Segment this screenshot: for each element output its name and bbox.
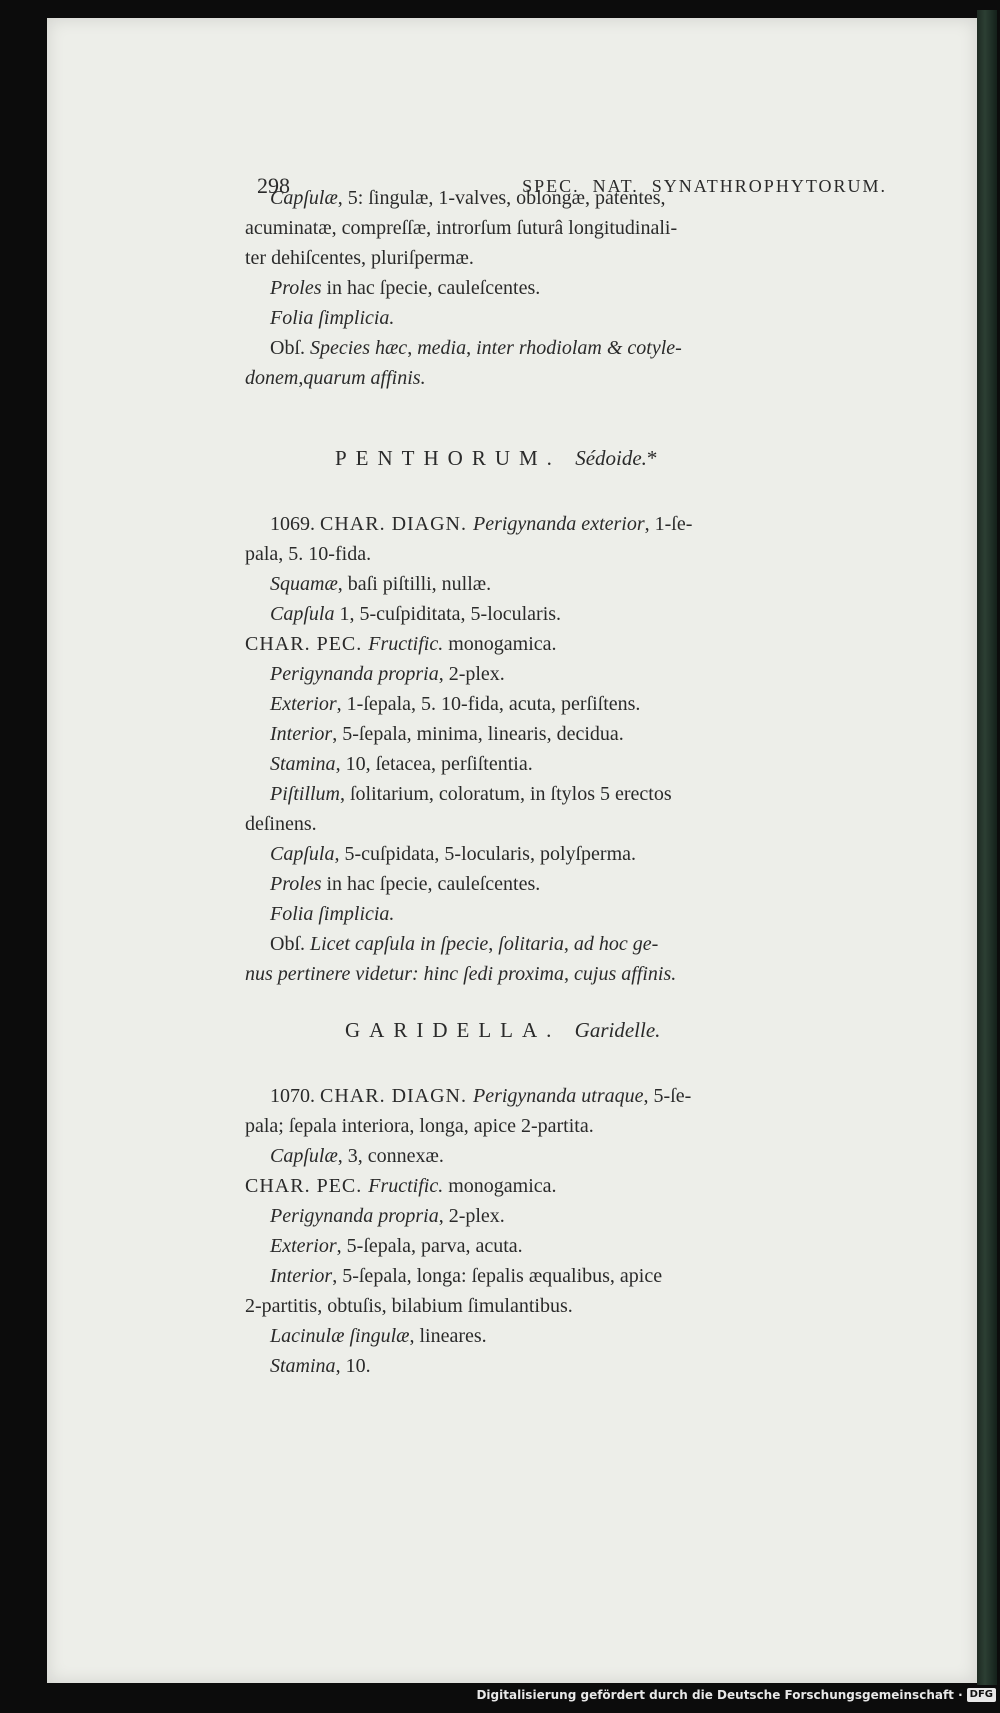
text-line	[270, 1084, 691, 1108]
text-line	[270, 572, 491, 596]
text-segment: , 1-ſepala, 5. 10-fida, acuta, perſiſtens.	[336, 693, 641, 715]
text-segment: , 1-ſe-	[644, 513, 693, 535]
text-segment: Obſ.	[270, 337, 310, 359]
text-segment: , 5: ſingulæ, 1-valves, oblongæ, patentes,	[337, 187, 666, 209]
text-segment: Perigynanda propria	[270, 663, 439, 685]
page-number: 298	[257, 173, 290, 198]
text-segment: Fructific.	[368, 1175, 444, 1197]
text-segment: Lacinulæ ſingulæ	[270, 1325, 410, 1347]
text-segment: Exterior	[270, 693, 337, 715]
text-segment: ,	[564, 963, 575, 985]
text-segment: Stamina	[270, 1355, 336, 1377]
text-segment: Obſ.	[270, 933, 310, 955]
text-line	[270, 276, 540, 300]
text-segment: GARIDELLA.	[345, 1018, 575, 1042]
text-line	[270, 722, 624, 746]
text-segment: monogamica.	[443, 1175, 557, 1197]
digitization-footer	[476, 1685, 996, 1705]
text-segment: nus pertinere videtur: hinc ſedi proxima	[245, 963, 565, 985]
text-line	[245, 216, 677, 240]
text-line	[270, 1324, 487, 1348]
text-line	[245, 246, 474, 270]
text-line	[270, 1144, 444, 1168]
text-segment: Exterior	[270, 1235, 337, 1257]
text-line	[270, 1354, 371, 1378]
text-segment: Proles	[270, 873, 322, 895]
text-line	[270, 336, 682, 360]
text-segment: , 5-ſepala, longa: ſepalis æqualibus, apice	[332, 1265, 663, 1287]
text-segment: ,	[466, 337, 477, 359]
book-page	[47, 18, 977, 1683]
text-line	[270, 306, 394, 330]
text-segment: CHAR. DIAGN.	[320, 1085, 473, 1107]
text-segment: ter dehiſcentes, pluriſpermæ.	[245, 247, 474, 269]
text-segment: cujus affinis.	[574, 963, 677, 985]
text-segment: monogamica.	[443, 633, 557, 655]
text-segment: ,	[488, 933, 499, 955]
running-title: SPEC. NAT. SYNATHROPHYTORUM.	[522, 176, 887, 196]
text-line	[245, 632, 557, 656]
text-line	[245, 812, 317, 836]
text-segment: acuminatæ, compreſſæ, introrſum ſuturâ longitudinali-	[245, 217, 678, 239]
text-segment: 1070.	[270, 1085, 320, 1107]
genus-heading	[345, 1018, 660, 1042]
text-line	[270, 186, 666, 210]
genus-heading	[335, 446, 666, 470]
text-segment: , 5-ſepala, minima, linearis, decidua.	[332, 723, 624, 745]
text-segment: , 5-cuſpidata, 5-locularis, polyſperma.	[334, 843, 637, 865]
footer-credit: Digitalisierung gefördert durch die Deutsche Forschungsgemeinschaft ·	[476, 1688, 963, 1702]
text-segment: CHAR. PEC.	[245, 633, 369, 655]
text-segment: Capſulæ	[270, 1145, 338, 1167]
text-line	[270, 782, 672, 806]
text-segment: quarum affinis.	[303, 367, 426, 389]
text-segment: ,	[563, 933, 574, 955]
text-segment: , lineares.	[409, 1325, 487, 1347]
text-segment: Folia ſimplicia.	[270, 307, 395, 329]
dfg-logo-icon: DFG	[967, 1688, 996, 1702]
text-segment: 2-partitis, obtuſis, bilabium ſimulantibus.	[245, 1295, 573, 1317]
text-line	[245, 1174, 557, 1198]
text-line	[270, 932, 658, 956]
text-segment: CHAR. PEC.	[245, 1175, 369, 1197]
text-segment: 1069.	[270, 513, 320, 535]
text-line	[270, 902, 394, 926]
book-spine	[977, 10, 997, 1685]
text-line	[245, 962, 676, 986]
text-line	[270, 1264, 662, 1288]
text-segment: Perigynanda exterior	[473, 513, 645, 535]
text-line	[270, 512, 692, 536]
text-line	[245, 542, 371, 566]
text-segment: ,	[407, 337, 418, 359]
text-segment: media	[417, 337, 467, 359]
text-segment: ſolitaria	[498, 933, 564, 955]
text-segment: Capſulæ	[270, 187, 338, 209]
text-segment: Stamina	[270, 753, 336, 775]
text-segment: pala; ſepala interiora, longa, apice 2-partita.	[245, 1115, 594, 1137]
text-segment: , 10, ſetacea, perſiſtentia.	[335, 753, 533, 775]
text-segment: , ſolitarium, coloratum, in ſtylos 5 erectos	[340, 783, 672, 805]
text-segment: Piſtillum	[270, 783, 340, 805]
text-segment: , 3, connexæ.	[337, 1145, 444, 1167]
text-segment: *	[646, 446, 667, 470]
text-segment: Licet capſula in ſpecie	[310, 933, 489, 955]
text-segment: Capſula	[270, 843, 335, 865]
text-segment: PENTHORUM.	[335, 446, 576, 470]
text-segment: Proles	[270, 277, 322, 299]
text-segment: ad hoc ge-	[573, 933, 659, 955]
text-segment: , 5-ſe-	[643, 1085, 692, 1107]
text-segment: pala, 5. 10-fida.	[245, 543, 372, 565]
text-segment: , 5-ſepala, parva, acuta.	[336, 1235, 523, 1257]
text-segment: Folia ſimplicia.	[270, 903, 395, 925]
text-segment: Squamæ	[270, 573, 338, 595]
text-segment: deſinens.	[245, 813, 317, 835]
text-line	[270, 842, 636, 866]
text-line	[270, 692, 640, 716]
text-line	[270, 662, 505, 686]
text-segment: , 10.	[335, 1355, 371, 1377]
text-segment: 1, 5-cuſpiditata, 5-locularis.	[334, 603, 562, 625]
text-segment: Species hæc	[310, 337, 408, 359]
text-line	[270, 872, 540, 896]
text-segment: Perigynanda utraque	[473, 1085, 644, 1107]
text-line	[270, 1204, 505, 1228]
text-segment: in hac ſpecie, cauleſcentes.	[321, 873, 541, 895]
text-line	[270, 752, 533, 776]
text-segment: Garidelle.	[574, 1018, 661, 1042]
text-segment: , 2-plex.	[438, 663, 505, 685]
text-segment: Sédoide.	[575, 446, 647, 470]
text-segment: Perigynanda propria	[270, 1205, 439, 1227]
text-segment: , baſi piſtilli, nullæ.	[337, 573, 492, 595]
text-segment: in hac ſpecie, cauleſcentes.	[321, 277, 541, 299]
text-segment: donem	[245, 367, 299, 389]
text-line	[245, 1294, 573, 1318]
text-segment: inter rhodiolam & cotyle-	[476, 337, 682, 359]
text-line	[245, 366, 426, 390]
text-segment: CHAR. DIAGN.	[320, 513, 473, 535]
text-segment: Capſula	[270, 603, 335, 625]
text-line	[270, 1234, 523, 1258]
text-segment: ,	[298, 367, 304, 389]
text-segment: Fructific.	[368, 633, 444, 655]
text-line	[245, 1114, 594, 1138]
text-segment: , 2-plex.	[438, 1205, 505, 1227]
text-segment: Interior	[270, 1265, 333, 1287]
text-segment: Interior	[270, 723, 333, 745]
text-line	[270, 602, 561, 626]
